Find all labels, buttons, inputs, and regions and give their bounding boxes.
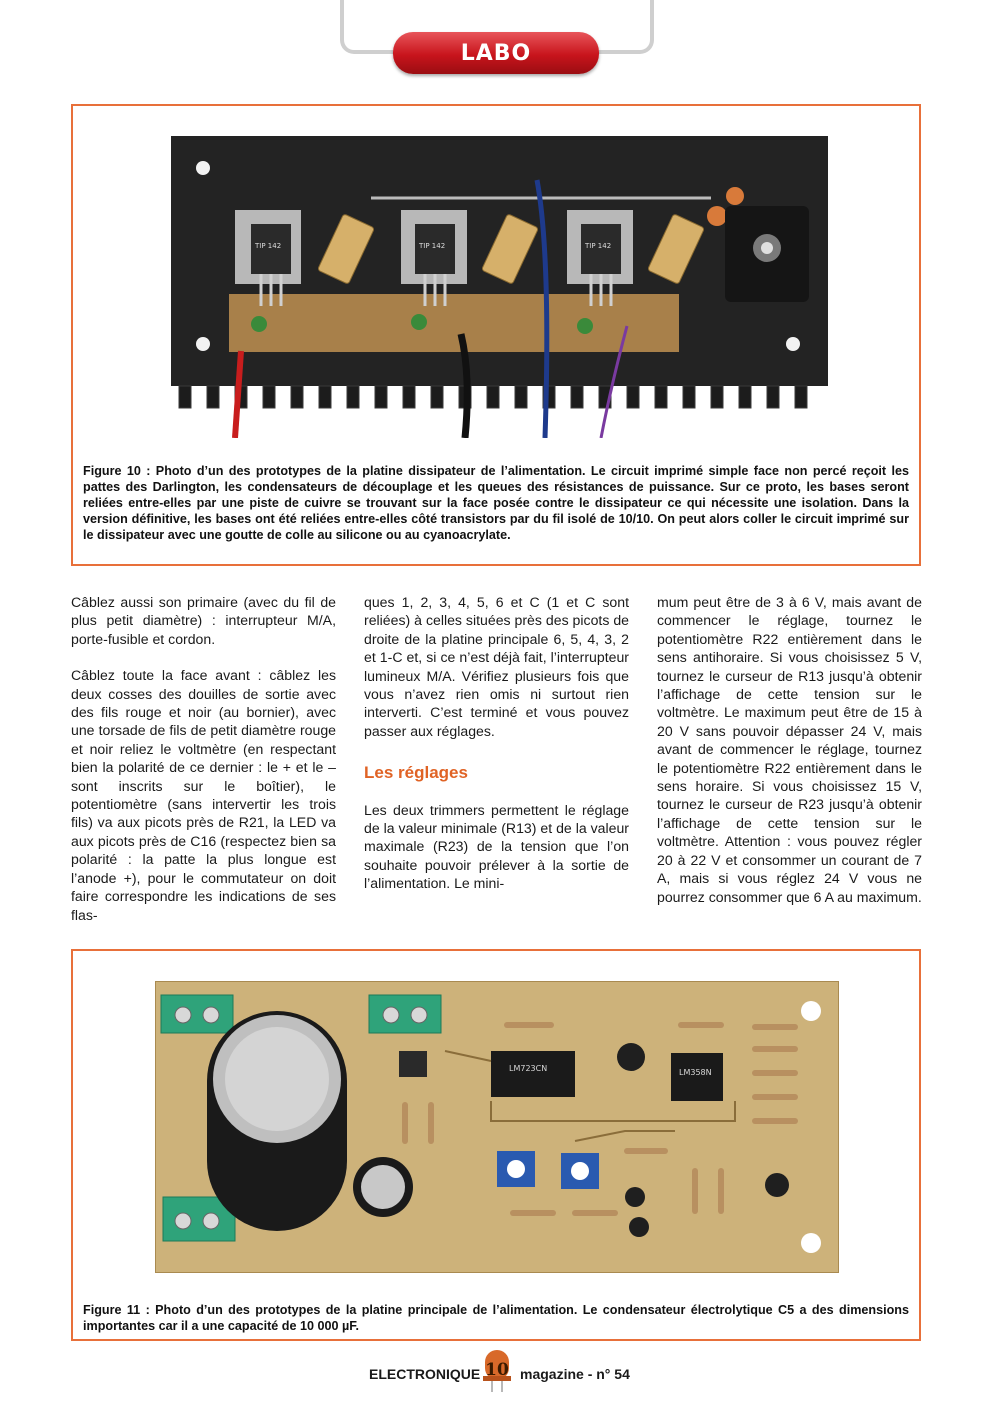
section-title-reglages: Les réglages [364,763,468,783]
page-footer [0,1362,992,1392]
figure-11 [71,949,921,1341]
col1-paragraph-1: Câblez aussi son primaire (avec du fil de plus petit diamètre) : interrupteur M/A, porte-fusible et cordon. [71,594,336,647]
text-column-2 [364,593,629,893]
ic-lm723-label: LM723CN [509,1064,548,1073]
transistor-3-label: TIP 142 [585,242,612,250]
footer-magazine-name: ELECTRONIQUE [369,1366,481,1382]
footer-issue: magazine - n° 54 [520,1366,630,1382]
col2-paragraph-1: ques 1, 2, 3, 4, 5, 6 et C (1 et C sont reliées) à celles situées près des picots de droite de la platine principale 6, 5, 4, 3, 2 et 1-C et, si ce n’est déjà fait, l’interrupteur lumineux M/A. Vérifiez plusieurs fois que vous n’avez rien omis ni surtout rien interverti. C’est terminé et vous pouvez passer aux réglages. [364,594,629,739]
page-number: 10 [485,1360,509,1380]
text-column-1 [71,593,336,924]
ic-lm358-label: LM358N [679,1068,712,1077]
transistor-1-label: TIP 142 [255,242,282,250]
transistor-2-label: TIP 142 [419,242,446,250]
text-column-3 [657,593,922,906]
figure-10 [71,104,921,566]
figure-11-caption: Figure 11 : Photo d’un des prototypes de la platine principale de l’alimentation. Le condensateur électrolytique C5 a des dimensions importantes car il a une capacité de 10 000 µF. [83,1303,909,1333]
figure-11-photo [155,981,839,1273]
figure-10-caption: Figure 10 : Photo d’un des prototypes de la platine dissipateur de l’alimentation. Le circuit imprimé simple face non percé reçoit les pattes des Darlington, les condensateurs de découplage et les queues des résistances de puissance. Sur ce proto, les bases seront reliées entre-elles par une piste de cuivre se trouvant sur la face posée contre le dissipateur ce qui nécessite une isolation. Dans la version définitive, les bases ont été reliées entre-elles côté transistors par du fil isolé de 10/10. On peut alors coller le circuit imprimé sur le dissipateur avec une goutte de colle au silicone ou au cyanoacrylate. [83,464,909,542]
figure-10-photo [171,136,828,438]
col1-paragraph-2: Câblez toute la face avant : câblez les deux cosses des douilles de sortie avec des fils rouge et noir (au bornier), avec une torsade de fils de petit diamètre rouge et noir reliez le voltmètre (en respectant bien la polarité de ce dernier : le + et le – sont inscrits sur le boîtier), le potentiomètre (sans intervertir les trois fils) va aux picots près de R21, la LED va aux picots près de C16 (respectez bien sa polarité : la patte la plus longue est l’anode +), pour le commutateur on doit faire correspondre les indications de ses flas- [71,667,336,923]
col2-paragraph-2: Les deux trimmers permettent le réglage de la valeur minimale (R13) et de la valeur maximale (R23) de la tension que l’on souhaite pouvoir prélever à la sortie de l’alimentation. Le mini- [364,801,629,892]
section-badge: LABO [393,32,599,74]
col3-paragraph-1: mum peut être de 3 à 6 V, mais avant de commencer le réglage, tournez le potentiomètre R22 entièrement dans le sens antihoraire. Si vous choisissez 5 V, tournez le curseur de R13 jusqu’à obtenir l’affichage de cette tension sur le voltmètre. Le maximum peut être de 15 à 20 V sans pouvoir dépasser 24 V, mais avant de commencer le réglage, tournez le potentiomètre R22 entièrement dans le sens horaire. Si vous choisissez 15 V, tournez le curseur de R23 jusqu’à obtenir l’affichage de cette tension sur le voltmètre. Attention : vous pouvez régler 20 à 22 V et consommer un courant de 7 A, mais si vous réglez 24 V vous ne pourrez consommer que 6 A au maximum. [657,594,922,905]
